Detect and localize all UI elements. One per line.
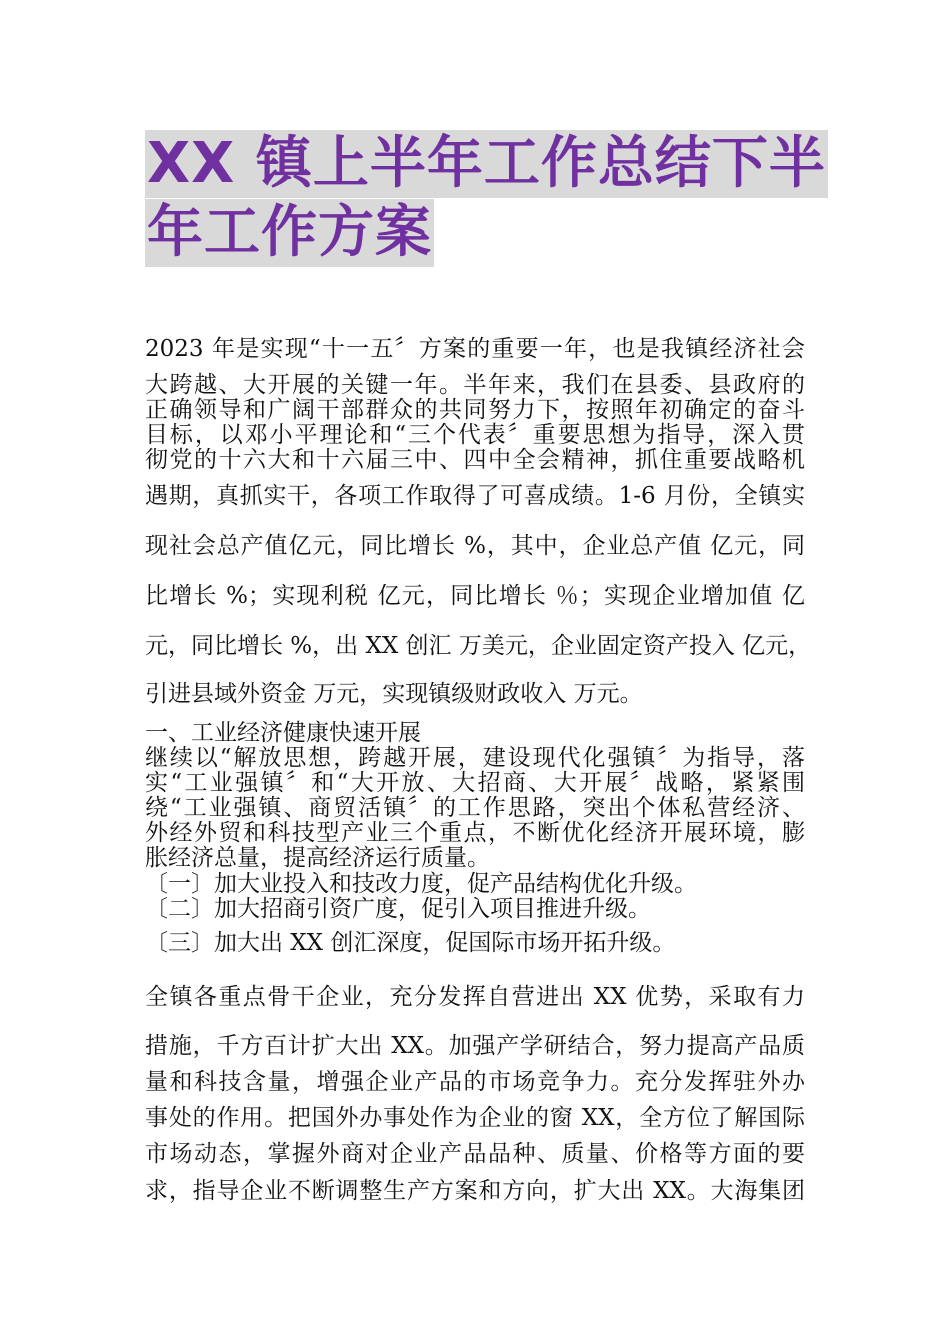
subsection-heading: 〔三〕加大出 XX 创汇深度，促国际市场开拓升级。 (145, 930, 676, 956)
body-line: 全镇各重点骨干企业，充分发挥自营进出 XX 优势，采取有力 (145, 984, 805, 1010)
body-line: 绕“工业强镇、商贸活镇〞的工作思路，突出个体私营经济、 (145, 795, 805, 821)
body-line: 胀经济总量，提高经济运行质量。 (145, 845, 490, 871)
body-line: 大跨越、大开展的关键一年。半年来，我们在县委、县政府的 (145, 372, 805, 398)
body-line: 量和科技含量，增强企业产品的市场竞争力。充分发挥驻外办 (145, 1069, 805, 1095)
body-line: 彻党的十六大和十六届三中、四中全会精神，抓住重要战略机 (145, 447, 805, 473)
section-heading: 一、工业经济健康快速开展 (145, 720, 421, 746)
subsection-heading: 〔一〕加大业投入和技改力度，促产品结构优化升级。 (145, 871, 697, 897)
title-line-2: 年工作方案 (147, 200, 432, 265)
body-line: 继续以“解放思想，跨越开展，建设现代化强镇〞为指导，落 (145, 745, 805, 771)
body-line: 元，同比增长 %，出 XX 创汇 万美元，企业固定资产投入 亿元， (145, 633, 812, 659)
body-line: 2023 年是实现“十一五〞方案的重要一年，也是我镇经济社会 (145, 336, 805, 362)
body-line: 市场动态，掌握外商对企业产品品种、质量、价格等方面的要 (145, 1141, 805, 1167)
document-title (145, 130, 825, 267)
body-line: 正确领导和广阔干部群众的共同努力下，按照年初确定的奋斗 (145, 397, 805, 423)
body-line: 求，指导企业不断调整生产方案和方向，扩大出 XX。大海集团 (145, 1178, 805, 1204)
body-line: 比增长 %；实现利税 亿元，同比增长 ％；实现企业增加值 亿 (145, 583, 805, 609)
body-line: 实“工业强镇〞和“大开放、大招商、大开展〞战略，紧紧围 (145, 770, 805, 796)
body-line: 目标，以邓小平理论和“三个代表〞重要思想为指导，深入贯 (145, 422, 805, 448)
body-line: 现社会总产值亿元，同比增长 %，其中，企业总产值 亿元，同 (145, 533, 805, 559)
body-line: 外经外贸和科技型产业三个重点，不断优化经济开展环境，膨 (145, 820, 805, 846)
body-line: 事处的作用。把国外办事处作为企业的窗 XX，全方位了解国际 (145, 1105, 805, 1131)
body-line: 引进县域外资金 万元，实现镇级财政收入 万元。 (145, 681, 643, 707)
subsection-heading: 〔二〕加大招商引资广度，促引入项目推进升级。 (145, 896, 651, 922)
body-line: 措施，千方百计扩大出 XX。加强产学研结合，努力提高产品质 (145, 1033, 805, 1059)
title-line-1: XX 镇上半年工作总结下半 (147, 131, 826, 196)
body-line: 遇期，真抓实干，各项工作取得了可喜成绩。1-6 月份，全镇实 (145, 483, 805, 509)
